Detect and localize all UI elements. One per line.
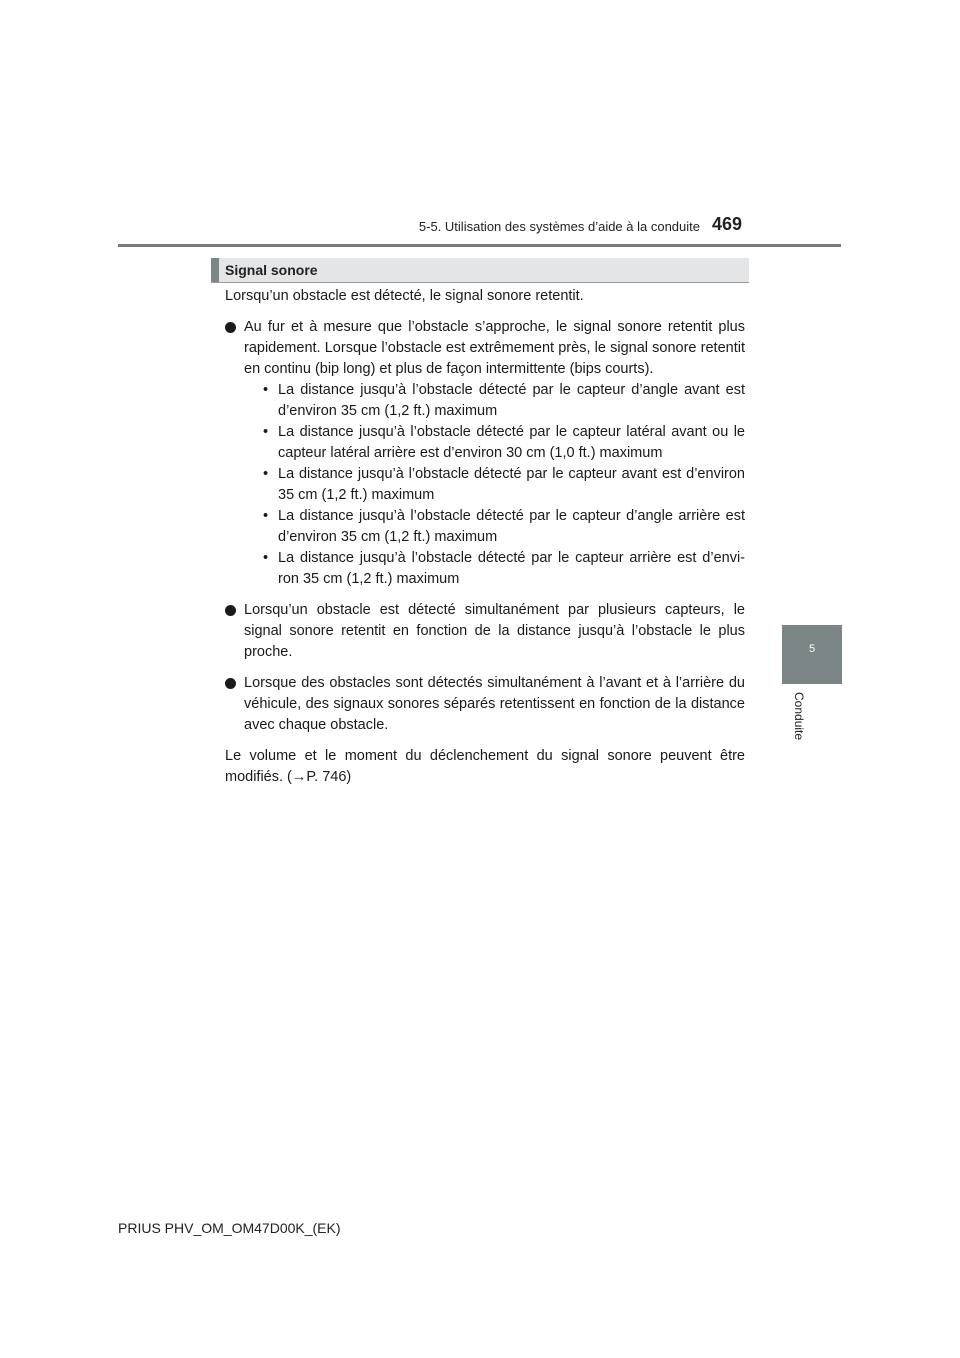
sub-item bbox=[244, 548, 745, 590]
sub-bullet-icon: • bbox=[263, 382, 269, 398]
body-content bbox=[225, 286, 745, 798]
sub-item-text: La distance jusqu’à l’obstacle détecté par le capteur arrière est d’envi-ron 35 cm (1,2 ft.) maximum bbox=[278, 550, 745, 587]
section-heading-title: Signal sonore bbox=[225, 262, 318, 278]
header-rule bbox=[118, 244, 841, 247]
sub-bullet-icon: • bbox=[263, 508, 269, 524]
chapter-number: 5 bbox=[808, 643, 816, 655]
section-heading bbox=[211, 258, 749, 283]
sub-item bbox=[244, 422, 745, 464]
sub-item-text: La distance jusqu’à l’obstacle détecté par le capteur avant est d’environ 35 cm (1,2 ft.) maximum bbox=[278, 466, 745, 503]
sub-item bbox=[244, 464, 745, 506]
intro-paragraph: Lorsqu’un obstacle est détecté, le signal sonore retentit. bbox=[225, 288, 584, 304]
chapter-label: Conduite bbox=[792, 692, 806, 741]
sub-item-text: La distance jusqu’à l’obstacle détecté par le capteur d’angle avant est d’environ 35 cm (1,2 ft.) maximum bbox=[278, 382, 745, 419]
bullet-item bbox=[225, 317, 745, 590]
bullet-text: Au fur et à mesure que l’obstacle s’approche, le signal sonore retentit plus rapidement. Lorsque l’obstacle est extrêmement près, le signal sonore retentit en continu (bip long) et plus de façon intermittente (bips courts). bbox=[244, 319, 745, 377]
heading-accent-bar bbox=[211, 258, 219, 282]
bullet-text: Lorsqu’un obstacle est détecté simultanément par plusieurs capteurs, le signal sonore retentit en fonction de la distance jusqu’à l’obstacle le plus proche. bbox=[244, 602, 745, 660]
sub-item-text: La distance jusqu’à l’obstacle détecté par le capteur d’angle arrière est d’environ 35 cm (1,2 ft.) maximum bbox=[278, 508, 745, 545]
closing-paragraph: Le volume et le moment du déclenchement du signal sonore peuvent être modifiés. (→P. 746) bbox=[225, 748, 745, 785]
sub-item bbox=[244, 506, 745, 548]
sub-bullet-icon: • bbox=[263, 424, 269, 440]
bullet-text: Lorsque des obstacles sont détectés simultanément à l’avant et à l’arrière du véhicule, des signaux sonores séparés retentissent en fonction de la distance avec chaque obstacle. bbox=[244, 675, 745, 733]
sub-bullet-icon: • bbox=[263, 550, 269, 566]
sub-item bbox=[244, 380, 745, 422]
bullet-dot-icon bbox=[225, 322, 236, 333]
chapter-tab bbox=[782, 625, 842, 684]
running-header-section: 5-5. Utilisation des systèmes d’aide à la conduite bbox=[418, 219, 700, 234]
bullet-dot-icon bbox=[225, 678, 236, 689]
bullet-dot-icon bbox=[225, 605, 236, 616]
page-number: 469 bbox=[712, 214, 743, 234]
sub-bullet-icon: • bbox=[263, 466, 269, 482]
sub-item-text: La distance jusqu’à l’obstacle détecté par le capteur latéral avant ou le capteur latéral arrière est d’environ 30 cm (1,0 ft.) maximum bbox=[278, 424, 745, 461]
bullet-item bbox=[225, 673, 745, 736]
footer-document-code: PRIUS PHV_OM_OM47D00K_(EK) bbox=[118, 1220, 341, 1236]
bullet-item bbox=[225, 600, 745, 663]
